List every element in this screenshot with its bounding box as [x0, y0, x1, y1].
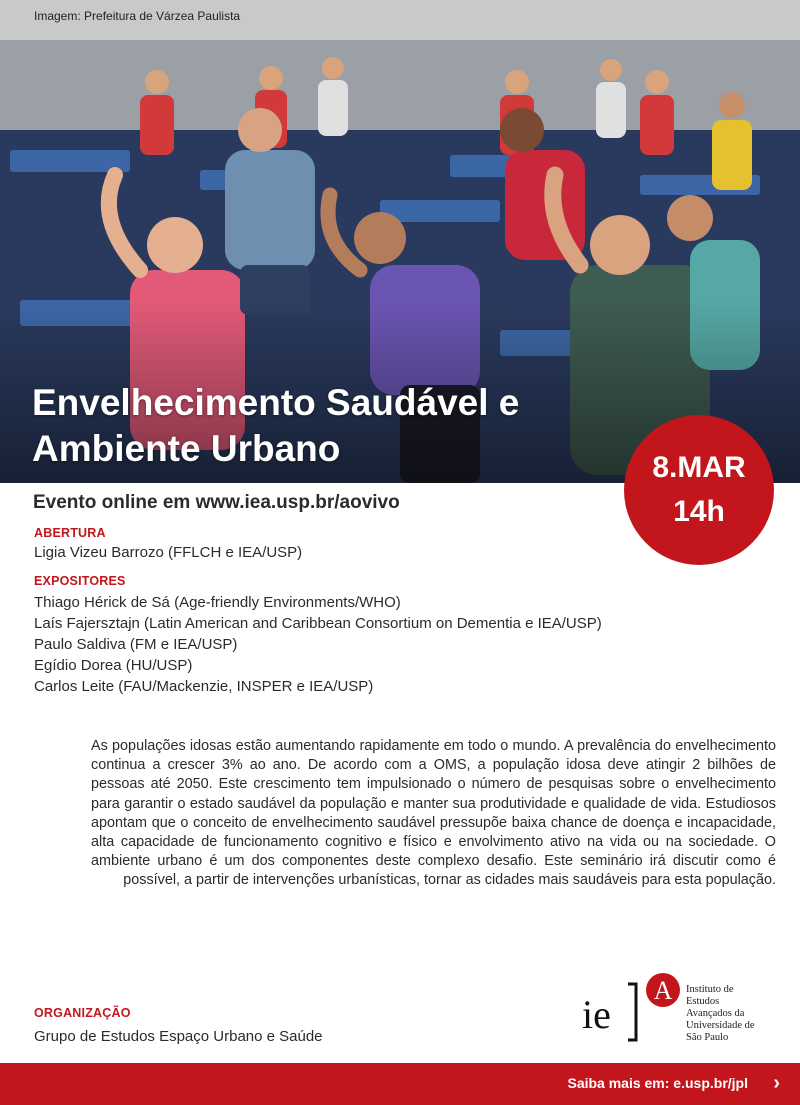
image-credit: Imagem: Prefeitura de Várzea Paulista	[34, 9, 241, 23]
hero-photo	[0, 0, 800, 483]
logo-ie-text: ie	[582, 992, 611, 1037]
expositor-item: Egídio Dorea (HU/USP)	[34, 657, 193, 674]
footer-link-text[interactable]: Saiba mais em: e.usp.br/jpl	[567, 1075, 748, 1091]
expositor-item: Thiago Hérick de Sá (Age-friendly Environments/WHO)	[34, 594, 401, 611]
event-date: 8.MAR	[652, 451, 746, 484]
logo-a-letter: A	[653, 976, 673, 1005]
event-description: As populações idosas estão aumentando rapidamente em todo o mundo. A prevalência do envelhecimento continua a crescer 3% ao ano. De acordo com a OMS, a população idosa deve atingir 2 bilhões de pessoas até 2050. Este crescimento tem impulsionado o número de pesquisas sobre o envelhecimento para garantir o estado saudável da população e manter sua produtividade e qualidade de vida. Estudiosos apontam que o conceito de envelhecimento saudável pressupõe baixa chance de doença e incapacidade, alta capacidade de funcionamento cognitivo e físico e envolvimento ativo na vida ou na sociedade. O ambiente urbano é um dos componentes deste complexo desafio. Este seminário irá discutir como é possível, a partir de intervenções urbanísticas, tornar as cidades mais saudáveis para esta população.	[91, 738, 776, 889]
logo-line: Avançados da	[686, 1008, 745, 1019]
expositores-label: EXPOSITORES	[34, 574, 126, 588]
logo-line: São Paulo	[686, 1032, 729, 1043]
expositor-item: Carlos Leite (FAU/Mackenzie, INSPER e IEA/USP)	[34, 678, 374, 695]
event-title-line-1: Envelhecimento Saudável e	[32, 382, 520, 423]
expositor-item: Laís Fajersztajn (Latin American and Caribbean Consortium on Dementia e IEA/USP)	[34, 615, 602, 632]
event-title-line-2: Ambiente Urbano	[32, 428, 341, 469]
expositores-list	[34, 592, 602, 697]
online-event-link[interactable]: Evento online em www.iea.usp.br/aovivo	[33, 492, 400, 513]
event-time: 14h	[673, 495, 725, 528]
iea-logo-text	[686, 984, 796, 1044]
footer-bar[interactable]	[0, 1063, 800, 1105]
expositor-item: Paulo Saldiva (FM e IEA/USP)	[34, 636, 238, 653]
chevron-right-icon[interactable]: ›	[773, 1072, 780, 1094]
abertura-speaker: Ligia Vizeu Barrozo (FFLCH e IEA/USP)	[34, 544, 303, 561]
abertura-label: ABERTURA	[34, 526, 106, 540]
date-badge	[624, 415, 774, 565]
organizacao-label: ORGANIZAÇÃO	[34, 1006, 131, 1020]
logo-line: Universidade de	[686, 1020, 755, 1031]
logo-line: Instituto de	[686, 984, 734, 995]
logo-line: Estudos	[686, 996, 720, 1007]
event-title	[32, 380, 632, 472]
iea-logo-mark	[580, 970, 690, 1050]
organizacao-name: Grupo de Estudos Espaço Urbano e Saúde	[34, 1028, 323, 1045]
